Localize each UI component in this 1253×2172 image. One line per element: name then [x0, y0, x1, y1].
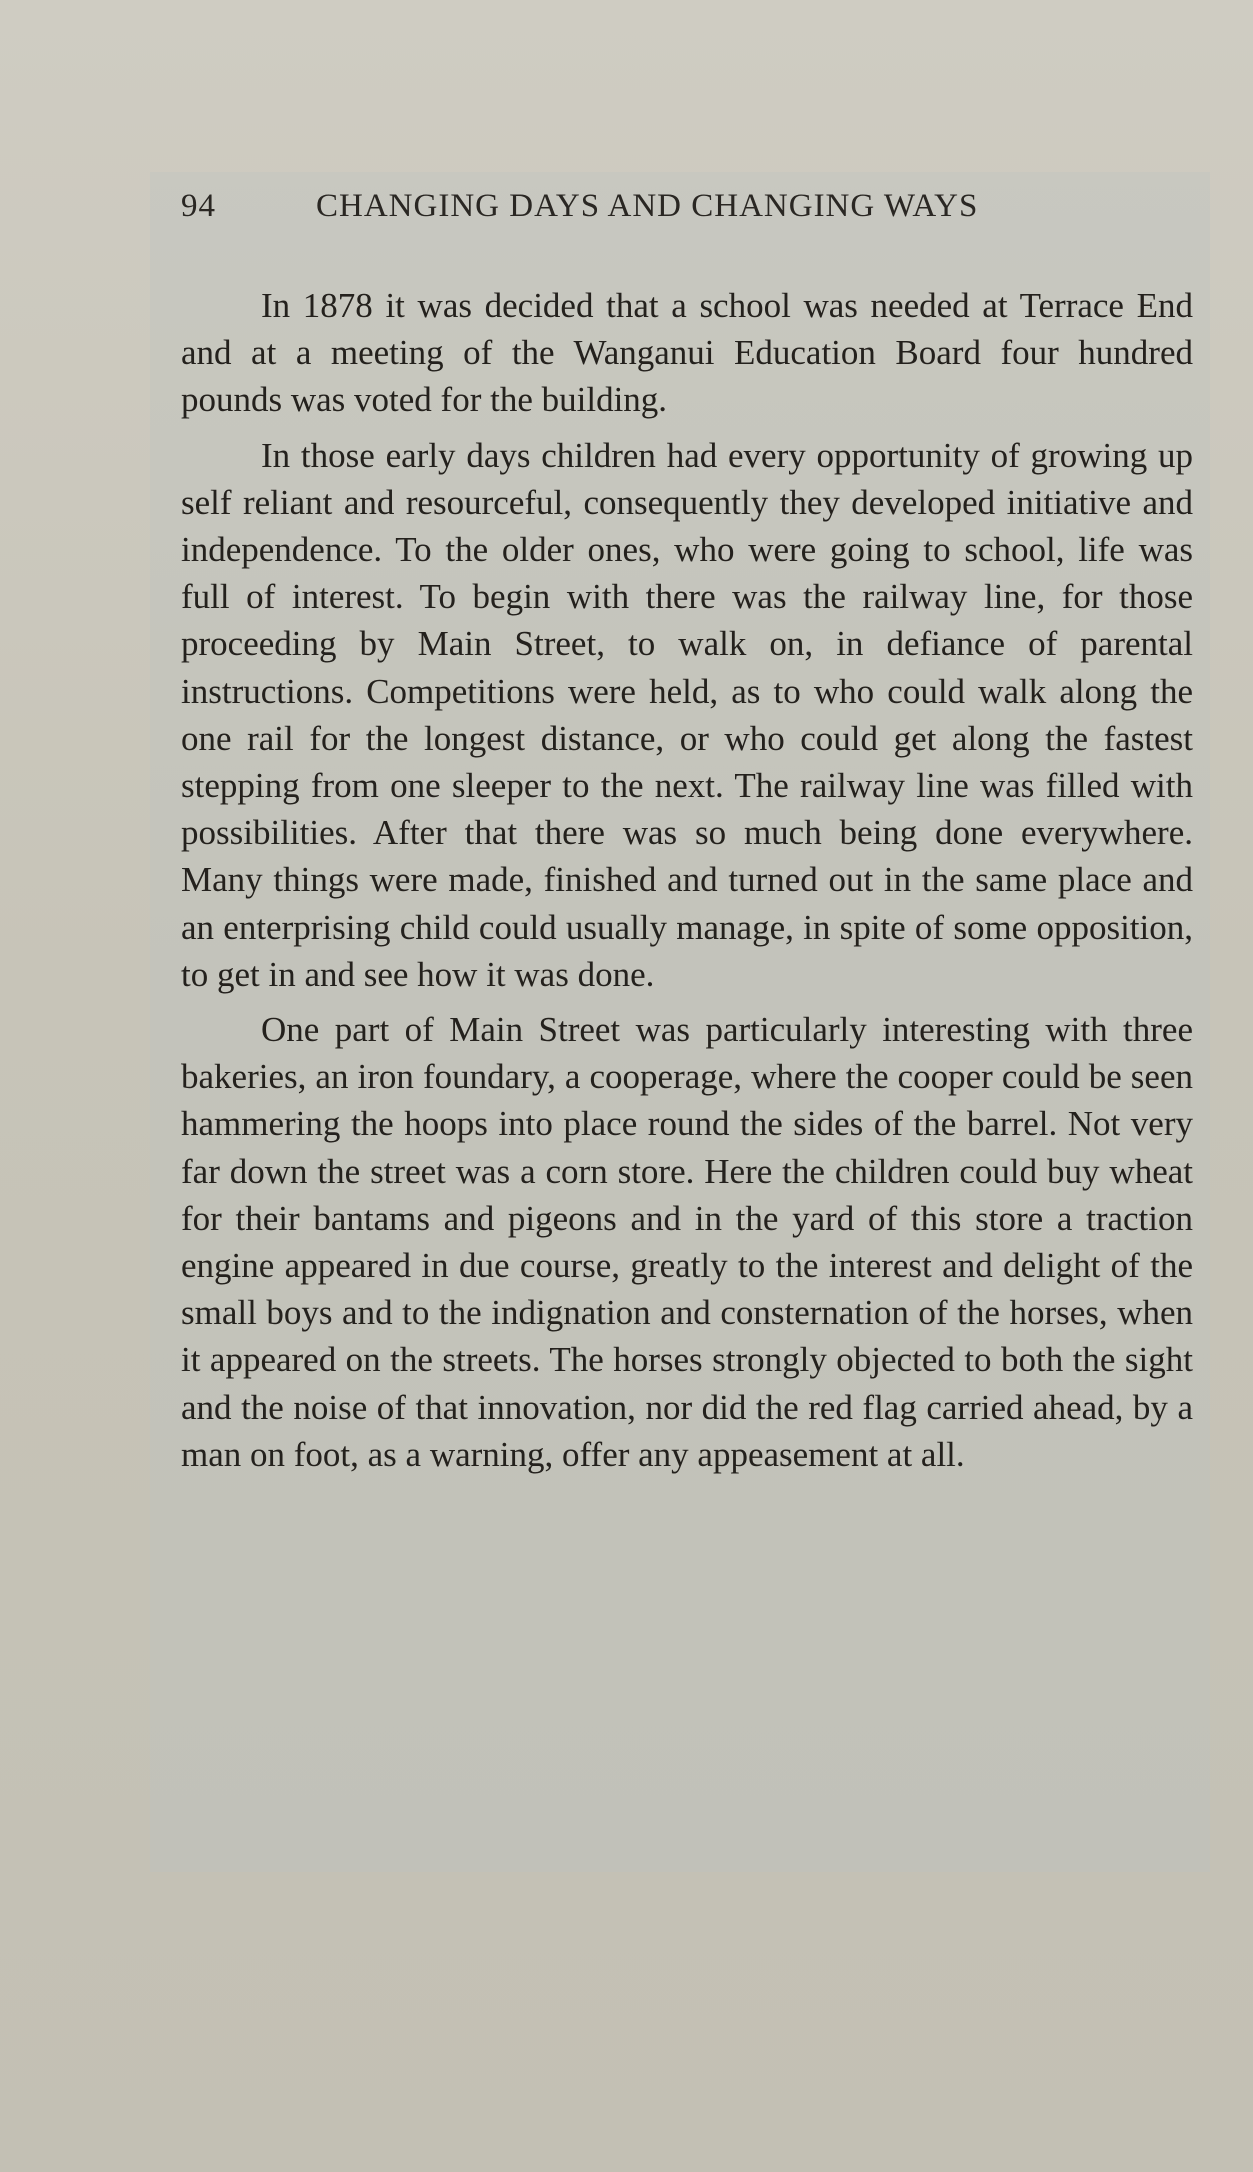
paragraph-school: In 1878 it was decided that a school was needed at Terrace End and at a meeting of the Wanganui Education Board four hundred pounds was voted for the building. [181, 286, 1193, 420]
paragraph-early-days: In those early days children had every opportunity of growing up self reliant and resourceful, consequently they developed initiative and independence. To the older ones, who were going to school, life was full of interest. To begin with there was the railway line, for those proceeding by Main Street, to walk on, in defiance of parental instructions. Competitions were held, as to who could walk along the one rail for the longest distance, or who could get along the fastest stepping from one sleeper to the next. The railway line was filled with possibilities. After that there was so much being done everywhere. Many things were made, finished and turned out in the same place and an enterprising child could usually manage, in spite of some opposition, to get in and see how it was done. [181, 435, 1193, 994]
paragraph-main-street: One part of Main Street was particularly interesting with three bakeries, an iron foundary, a cooperage, where the cooper could be seen hammering the hoops into place round the sides of the barrel. Not very far down the street was a corn store. Here the children could buy wheat for their bantams and pigeons and in the yard of this store a traction engine appeared in due course, greatly to the interest and delight of the small boys and to the indignation and consternation of the horses, when it appeared on the streets. The horses strongly objected to both the sight and the noise of that innovation, nor did the red flag carried ahead, by a man on foot, as a warning, offer any appeasement at all. [181, 1010, 1193, 1474]
body-text [181, 282, 1193, 1486]
running-header [181, 188, 1191, 232]
running-title: CHANGING DAYS AND CHANGING WAYS [316, 188, 979, 224]
page-number: 94 [181, 188, 216, 224]
